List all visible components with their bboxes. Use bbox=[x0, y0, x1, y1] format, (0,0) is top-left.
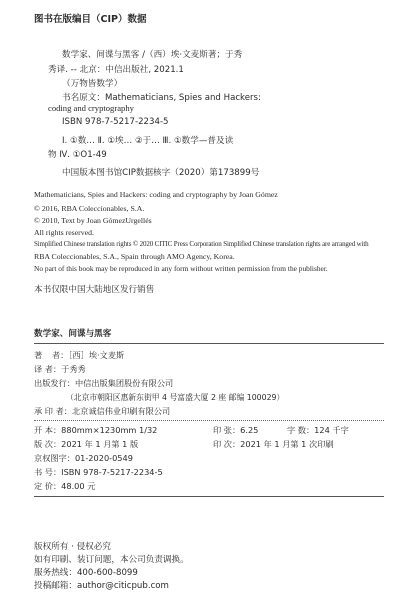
cip-line-9: 中国版本图书馆CIP数据核字（2020）第173899号 bbox=[62, 168, 260, 178]
isbn: 书 号：ISBN 978-7-5217-2234-5 bbox=[34, 467, 163, 477]
cip-line-8: 物 Ⅳ. ①O1-49 bbox=[48, 150, 107, 160]
publisher: 出版发行：中信出版集团股份有限公司 bbox=[34, 378, 174, 388]
copyright-line-1: Mathematicians, Spies and Hackers: coding and cryptography by Joan Gómez bbox=[34, 190, 278, 199]
cip-line-1: 数学家、间谍与黑客 /（西）埃·文麦斯著；于秀 bbox=[62, 50, 243, 60]
book-title: 数学家、间谍与黑客 bbox=[34, 329, 112, 339]
copyright-line-6: RBA Coleccionables, S.A., Spain through AMO Agency, Korea. bbox=[34, 252, 235, 261]
info-bottom-rule bbox=[34, 496, 384, 497]
author: 者：［西］埃·文麦斯 bbox=[52, 350, 125, 360]
format: 开 本：880mm×1230mm 1/32 bbox=[34, 425, 158, 435]
translator: 译 者：于秀秀 bbox=[34, 364, 86, 374]
defect-notice: 如有印刷、装订问题，本公司负责调换。 bbox=[34, 555, 189, 565]
info-divider bbox=[34, 420, 384, 421]
copyright-line-5: Simplified Chinese translation rights © 2020 CITIC Press Corporation Simplified Chinese translation rights are arranged with bbox=[34, 240, 369, 248]
printer: 承 印 者：北京诚信伟业印刷有限公司 bbox=[34, 406, 171, 416]
cip-line-5: coding and cryptography bbox=[48, 103, 134, 113]
printing: 印 次：2021 年 1 月第 1 次印刷 bbox=[213, 439, 334, 449]
copyright-line-4: All rights reserved. bbox=[34, 228, 94, 237]
word-count: 字 数：124 千字 bbox=[287, 425, 349, 435]
price: 定 价：48.00 元 bbox=[34, 481, 96, 491]
rights-reserved: 版权所有 · 侵权必究 bbox=[34, 542, 111, 552]
copyright-line-2: © 2016, RBA Coleccionables, S.A. bbox=[34, 204, 145, 213]
author-label: 著 bbox=[34, 350, 43, 360]
cip-line-3: （万物皆数学） bbox=[62, 79, 123, 89]
license-number: 京权图字：01-2020-0549 bbox=[34, 453, 133, 463]
copyright-line-7: No part of this book may be reproduced in any form without written permission from the publisher. bbox=[34, 264, 328, 273]
submission-email: 投稿邮箱：author@citicpub.com bbox=[34, 581, 169, 591]
cip-line-2: 秀译. -- 北京：中信出版社, 2021.1 bbox=[48, 65, 184, 75]
title-rule bbox=[34, 343, 384, 344]
publisher-address: （北京市朝阳区惠新东街甲 4 号富盛大厦 2 座 邮编 100029） bbox=[66, 393, 285, 402]
service-hotline: 服务热线：400-600-8099 bbox=[34, 568, 138, 578]
cip-title: 图书在版编目（CIP）数据 bbox=[34, 14, 147, 25]
cip-line-6: ISBN 978-7-5217-2234-5 bbox=[62, 117, 169, 127]
edition: 版 次：2021 年 1 月第 1 版 bbox=[34, 439, 139, 449]
sale-region-notice: 本书仅限中国大陆地区发行销售 bbox=[34, 285, 155, 295]
cip-line-4: 书名原文：Mathematicians, Spies and Hackers: bbox=[62, 93, 261, 103]
print-sheets: 印 张：6.25 bbox=[213, 425, 259, 435]
copyright-line-3: © 2010, Text by Joan GómezUrgellés bbox=[34, 216, 152, 225]
cip-line-7: Ⅰ. ①数… Ⅱ. ①埃… ②于… Ⅲ. ①数学—普及读 bbox=[62, 136, 234, 146]
